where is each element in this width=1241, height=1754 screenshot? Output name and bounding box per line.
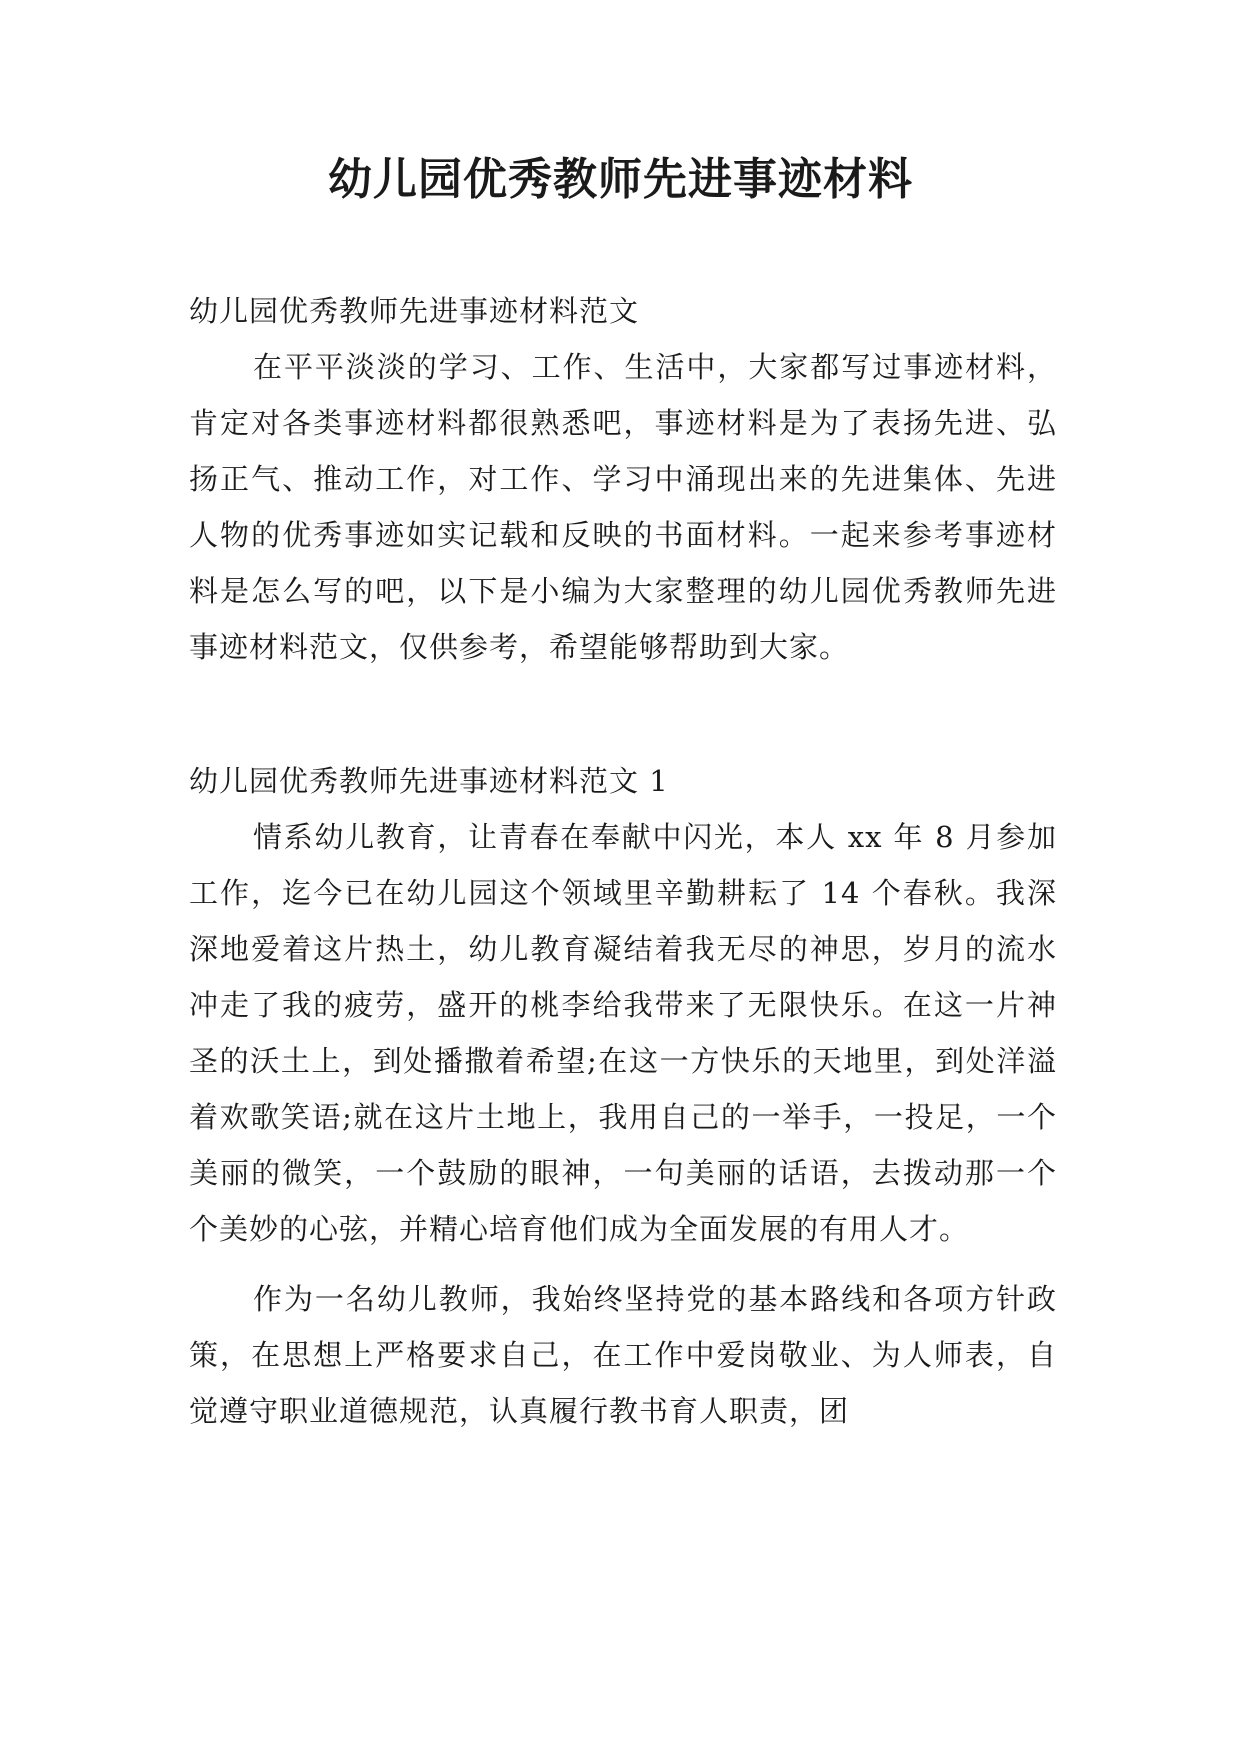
section-1-paragraph-1: 情系幼儿教育，让青春在奉献中闪光，本人 xx 年 8 月参加工作，迄今已在幼儿园这个领域里辛勤耕耘了 14 个春秋。我深深地爱着这片热土，幼儿教育凝结着我无尽的神思，岁月的流水冲走了我的疲劳，盛开的桃李给我带来了无限快乐。在这一片神圣的沃土上，到处播撒着希望;在这一方快乐的天地里，到处洋溢着欢歌笑语;就在这片土地上，我用自己的一举手，一投足，一个美丽的微笑，一个鼓励的眼神，一句美丽的话语，去拨动那一个个美妙的心弦，并精心培育他们成为全面发展的有用人才。	[189, 820, 1057, 1246]
section-1-paragraph-2: 作为一名幼儿教师，我始终坚持党的基本路线和各项方针政策，在思想上严格要求自己，在工作中爱岗敬业、为人师表，自觉遵守职业道德规范，认真履行教书育人职责，团	[189, 1282, 1057, 1428]
section-heading-1: 幼儿园优秀教师先进事迹材料范文 1	[189, 764, 669, 798]
intro-paragraph: 在平平淡淡的学习、工作、生活中，大家都写过事迹材料，肯定对各类事迹材料都很熟悉吧，事迹材料是为了表扬先进、弘扬正气、推动工作，对工作、学习中涌现出来的先进集体、先进人物的优秀事迹如实记载和反映的书面材料。一起来参考事迹材料是怎么写的吧，以下是小编为大家整理的幼儿园优秀教师先进事迹材料范文，仅供参考，希望能够帮助到大家。	[189, 350, 1057, 664]
section-heading-intro: 幼儿园优秀教师先进事迹材料范文	[189, 294, 640, 328]
document-title: 幼儿园优秀教师先进事迹材料	[328, 154, 913, 205]
paragraph-spacer	[189, 1257, 1057, 1271]
section-spacer	[189, 675, 1057, 753]
document-body	[189, 283, 1057, 1439]
